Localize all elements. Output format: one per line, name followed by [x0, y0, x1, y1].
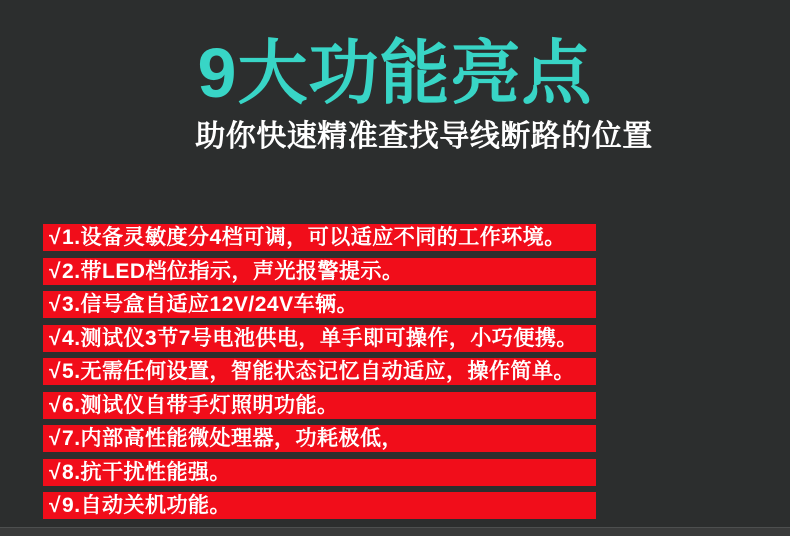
check-icon: √ [49, 360, 62, 383]
feature-text: 8.抗干扰性能强。 [62, 460, 232, 484]
feature-text: 1.设备灵敏度分4档可调，可以适应不同的工作环境。 [62, 226, 566, 249]
check-icon: √ [49, 326, 62, 350]
feature-text: 3.信号盒自适应12V/24V车辆。 [62, 293, 359, 316]
feature-row [43, 459, 596, 486]
check-icon: √ [49, 259, 62, 283]
feature-row [43, 392, 596, 419]
feature-text: 2.带LED档位指示，声光报警提示。 [62, 259, 404, 283]
page-subtitle: 助你快速精准查找导线断路的位置 [195, 120, 653, 154]
bottom-edge-strip [0, 527, 790, 536]
feature-row [43, 224, 596, 251]
feature-row [43, 425, 596, 452]
feature-row [43, 358, 596, 385]
feature-list [43, 224, 596, 526]
check-icon: √ [49, 460, 62, 484]
feature-row [43, 325, 596, 352]
header [0, 34, 790, 153]
feature-row [43, 291, 596, 318]
feature-text: 9.自动关机功能。 [62, 494, 232, 517]
check-icon: √ [49, 427, 62, 450]
feature-text: 5.无需任何设置，智能状态记忆自动适应，操作简单。 [62, 360, 576, 383]
feature-text: 4.测试仪3节7号电池供电，单手即可操作，小巧便携。 [62, 326, 578, 350]
feature-row [43, 258, 596, 285]
feature-text: 7.内部高性能微处理器，功耗极低， [62, 427, 404, 450]
check-icon: √ [49, 393, 62, 417]
check-icon: √ [49, 293, 62, 316]
feature-row [43, 492, 596, 519]
check-icon: √ [49, 494, 62, 517]
feature-text: 6.测试仪自带手灯照明功能。 [62, 393, 339, 417]
page-title: 9大功能亮点 [197, 34, 593, 112]
check-icon: √ [49, 226, 62, 249]
